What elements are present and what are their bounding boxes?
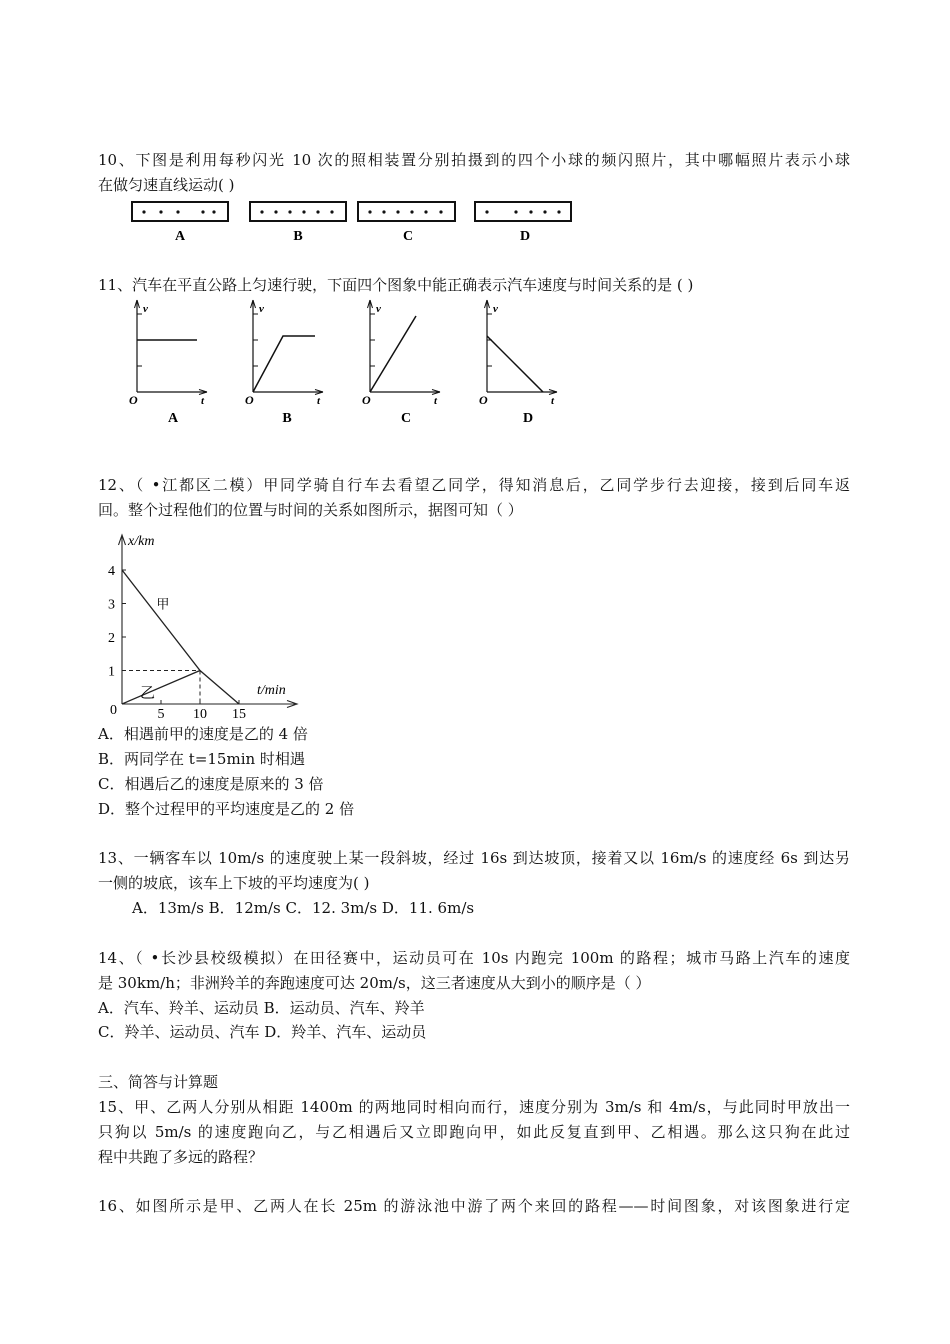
q11-label-b: B xyxy=(282,411,292,426)
q11-b-axis-t: t xyxy=(317,395,321,407)
q15-text-line2: 只狗以 5m/s 的速度跑向乙，与乙相遇后又立即跑向甲，如此反复直到甲、乙相遇。那么这只狗在此过 xyxy=(98,1123,850,1141)
section3-title: 三、简答与计算题 xyxy=(98,1073,219,1091)
q11-label-c: C xyxy=(400,411,412,426)
q12-y-tick-label-1: 1 xyxy=(108,664,115,680)
q12-text-line2: 回。整个过程他们的位置与时间的关系如图所示，据图可知（ ） xyxy=(98,501,523,519)
q11-a-axis-v: v xyxy=(143,303,148,315)
q12-option-d: D．整个过程甲的平均速度是乙的 2 倍 xyxy=(98,800,355,818)
q12-option-c: C．相遇后乙的速度是原来的 3 倍 xyxy=(98,775,324,793)
q12-x-tick-label-15: 15 xyxy=(232,707,246,722)
q10-text-line2: 在做匀速直线运动( ) xyxy=(98,176,235,194)
q14-options-row2: C．羚羊、运动员、汽车 D．羚羊、汽车、运动员 xyxy=(98,1023,427,1041)
q11-label-a: A xyxy=(167,411,179,426)
q14-text-line1: 14、（ •长沙县校级模拟）在田径赛中，运动员可在 10s 内跑完 100m 的路程；城市马路上汽车的速度 xyxy=(98,949,850,967)
q12-y-label: x/km xyxy=(128,534,155,549)
q15-text-line3: 程中共跑了多远的路程？ xyxy=(98,1148,264,1166)
q13-options: A．13m/s B．12m/s C．12. 3m/s D．11. 6m/s xyxy=(132,899,475,917)
q11-b-origin: O xyxy=(245,393,254,407)
q12-option-a: A．相遇前甲的速度是乙的 4 倍 xyxy=(98,725,308,743)
q11-c-origin: O xyxy=(362,393,371,407)
q12-x-label: t/min xyxy=(257,683,286,698)
q10-label-c: C xyxy=(402,229,414,244)
q11-text-line1: 11、汽车在平直公路上匀速行驶，下面四个图象中能正确表示汽车速度与时间关系的是 ( ) xyxy=(98,276,694,294)
q12-series-line-1 xyxy=(122,570,239,704)
q10-label-d: D xyxy=(519,229,531,244)
q15-text-line1: 15、甲、乙两人分别从相距 1400m 的两地同时相向而行，速度分别为 3m/s 和 4m/s，与此同时甲放出一 xyxy=(98,1098,850,1116)
q11-d-axis-v: v xyxy=(493,303,498,315)
q13-text-line1: 13、一辆客车以 10m/s 的速度驶上某一段斜坡，经过 16s 到达坡顶，接着又以 16m/s 的速度经 6s 到达另 xyxy=(98,849,850,867)
q14-options-row1: A．汽车、羚羊、运动员 B．运动员、汽车、羚羊 xyxy=(98,999,425,1017)
q12-series-line-2 xyxy=(122,671,200,705)
q12-series-label-2: 乙 xyxy=(139,685,155,702)
q12-origin-label: 0 xyxy=(110,703,117,718)
q12-text-line1: 12、（ •江都区二模）甲同学骑自行车去看望乙同学，得知消息后，乙同学步行去迎接，接到后同车返 xyxy=(98,476,850,494)
q11-c-axis-v: v xyxy=(376,303,381,315)
q13-text-line2: 一侧的坡底，该车上下坡的平均速度为( ) xyxy=(98,874,370,892)
q12-y-tick-label-4: 4 xyxy=(108,564,115,579)
q10-label-b: B xyxy=(293,229,303,244)
q11-a-origin: O xyxy=(129,393,138,407)
q14-text-line2: 是 30km/h；非洲羚羊的奔跑速度可达 20m/s，这三者速度从大到小的顺序是（ ） xyxy=(98,974,651,992)
q12-series-label-1: 甲 xyxy=(156,596,170,612)
q11-d-axis-t: t xyxy=(551,395,555,407)
q10-label-a: A xyxy=(174,229,186,244)
q11-b-axis-v: v xyxy=(259,303,264,315)
q12-y-tick-label-2: 2 xyxy=(108,631,115,646)
q11-c-axis-t: t xyxy=(434,395,438,407)
q16-text-line1: 16、如图所示是甲、乙两人在长 25m 的游泳池中游了两个来回的路程——时间图象，对该图象进行定 xyxy=(98,1197,850,1215)
q11-d-origin: O xyxy=(479,393,488,407)
q11-a-axis-t: t xyxy=(201,395,205,407)
q12-y-tick-label-3: 3 xyxy=(108,597,115,613)
q12-x-tick-label-10: 10 xyxy=(193,707,207,722)
q12-x-tick-label-5: 5 xyxy=(157,707,165,722)
q12-option-b: B．两同学在 t=15min 时相遇 xyxy=(98,750,305,768)
q11-label-d: D xyxy=(522,411,534,426)
q10-text-line1: 10、下图是利用每秒闪光 10 次的照相装置分别拍摄到的四个小球的频闪照片，其中哪幅照片表示小球 xyxy=(98,151,850,169)
